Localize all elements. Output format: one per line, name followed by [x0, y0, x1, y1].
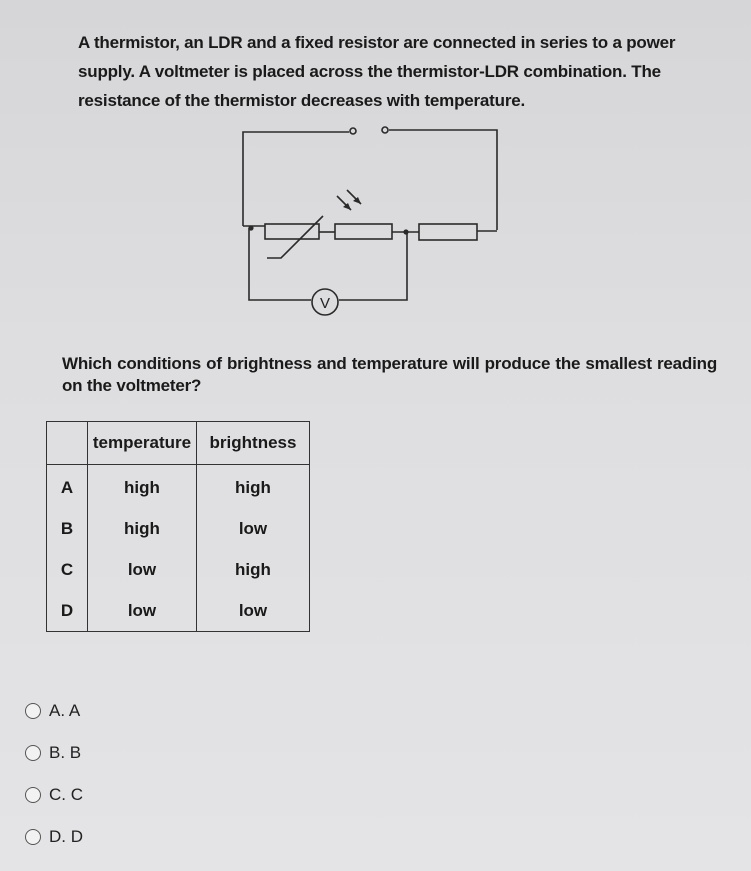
option-b[interactable] [25, 732, 83, 774]
row-temperature: low [88, 549, 197, 590]
option-d[interactable] [25, 816, 83, 858]
radio-button[interactable] [25, 703, 41, 719]
radio-button[interactable] [25, 829, 41, 845]
table-row [47, 590, 310, 632]
table-row [47, 508, 310, 549]
option-a[interactable] [25, 690, 83, 732]
ldr [335, 224, 392, 239]
row-temperature: high [88, 508, 197, 549]
thermistor-slash [267, 216, 323, 258]
junction-right [403, 229, 408, 234]
row-brightness: low [197, 508, 310, 549]
row-temperature: low [88, 590, 197, 632]
option-label: C. C [49, 785, 83, 804]
option-label: B. B [49, 743, 82, 762]
terminal-left [350, 128, 356, 134]
radio-button[interactable] [25, 787, 41, 803]
radio-button[interactable] [25, 745, 41, 761]
table-row [47, 465, 310, 509]
row-key: A [47, 465, 88, 509]
top-wire-left [243, 132, 349, 226]
row-key: D [47, 590, 88, 632]
prompt-text: Which conditions of brightness and temperature will produce the smallest reading on the voltmeter? [62, 354, 717, 395]
option-label: D. D [49, 827, 83, 846]
question-text: A thermistor, an LDR and a fixed resistor are connected in series to a power supply. A voltmeter is placed across the thermistor-LDR combination. The resistance of the thermistor decreases with temperature. [78, 33, 676, 110]
table-row [47, 549, 310, 590]
row-brightness: low [197, 590, 310, 632]
option-label: A. A [49, 701, 81, 720]
row-temperature: high [88, 465, 197, 509]
thermistor [265, 224, 319, 239]
row-brightness: high [197, 549, 310, 590]
top-wire-right [389, 130, 497, 230]
header-temperature: temperature [88, 422, 197, 465]
voltmeter-label: V [319, 295, 331, 312]
circuit-diagram [225, 118, 515, 323]
junction-left [248, 225, 253, 230]
conditions-table [46, 421, 310, 632]
terminal-right [382, 127, 388, 133]
header-brightness: brightness [197, 422, 310, 465]
answer-options [25, 690, 83, 858]
option-c[interactable] [25, 774, 83, 816]
row-brightness: high [197, 465, 310, 509]
row-key: B [47, 508, 88, 549]
header-key [47, 422, 88, 465]
table-header-row [47, 422, 310, 465]
row-key: C [47, 549, 88, 590]
fixed-resistor [419, 224, 477, 240]
